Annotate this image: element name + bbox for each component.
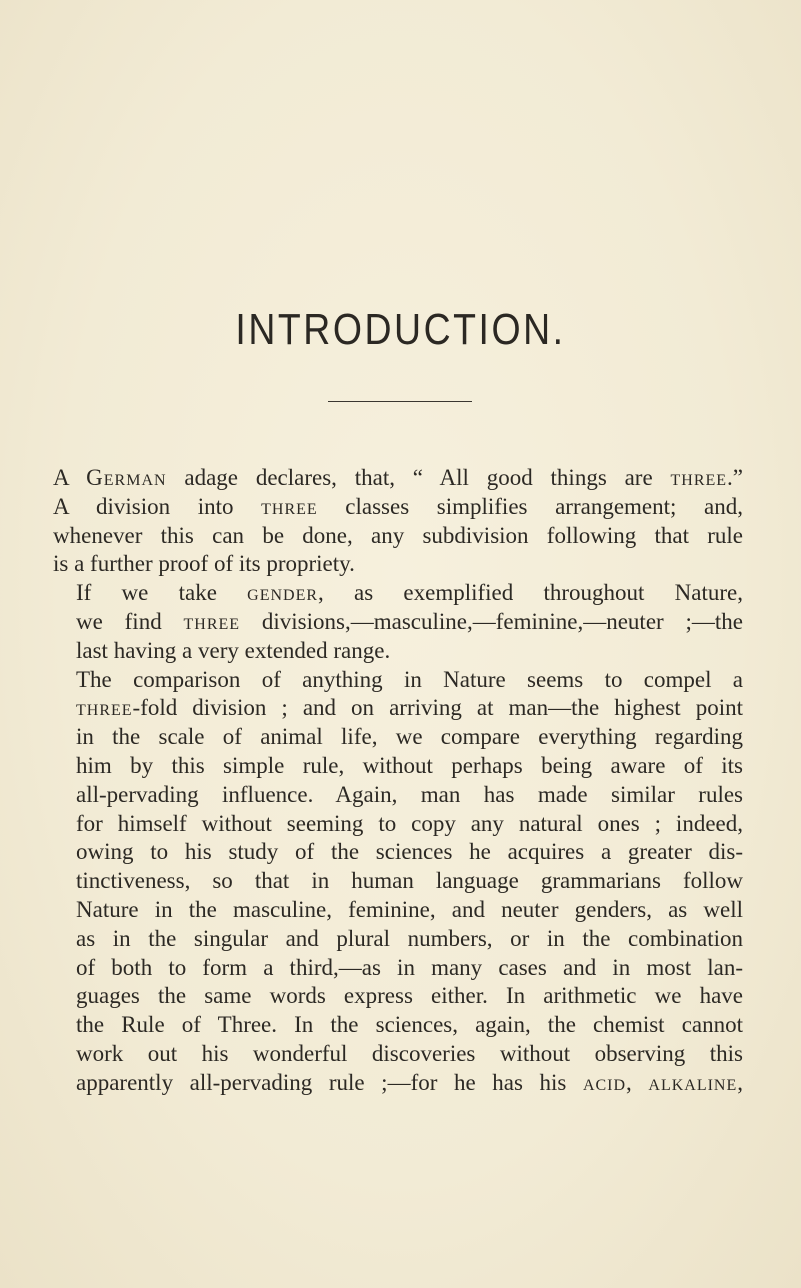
text-line: three-fold division ; and on arriving at man—the highest point [76, 695, 743, 721]
body-text [53, 464, 743, 1098]
text-line: apparently all-pervading rule ;—for he has his acid, alkaline, [76, 1069, 744, 1095]
text-line: is a further proof of its propriety. [53, 551, 355, 577]
paragraph [53, 464, 743, 579]
text-line: A German adage declares, that, “ All good things are three.” [53, 465, 743, 490]
text-line: If we take gender, as exemplified throughout Nature, [76, 580, 743, 606]
text-line: we find three divisions,—masculine,—feminine,—neuter ;—the [76, 608, 743, 634]
text-line: guages the same words express either. In arithmetic we have [76, 983, 743, 1009]
text-line: him by this simple rule, without perhaps being aware of its [76, 752, 743, 778]
text-line: last having a very extended range. [76, 637, 391, 663]
text-line: for himself without seeming to copy any natural ones ; indeed, [76, 810, 743, 836]
chapter-heading: INTRODUCTION. [235, 305, 566, 354]
text-line: in the scale of animal life, we compare everything regarding [76, 724, 743, 750]
text-line: tinctiveness, so that in human language grammarians follow [76, 868, 743, 894]
text-line: whenever this can be done, any subdivision following that rule [53, 522, 743, 548]
text-line: Nature in the masculine, feminine, and neuter genders, as well [76, 896, 743, 922]
text-line: The comparison of anything in Nature seems to compel a [76, 666, 743, 692]
heading-rule [328, 401, 472, 402]
text-line: all-pervading influence. Again, man has made similar rules [76, 781, 743, 807]
paragraph [53, 666, 743, 1098]
text-line: as in the singular and plural numbers, or in the combination [76, 925, 743, 951]
text-line: of both to form a third,—as in many cases and in most lan- [76, 954, 743, 980]
text-line: A division into three classes simplifies arrangement; and, [53, 493, 743, 519]
text-line: owing to his study of the sciences he acquires a greater dis- [76, 839, 743, 865]
paragraph [53, 579, 743, 665]
text-line: the Rule of Three. In the sciences, again, the chemist cannot [76, 1012, 743, 1038]
text-line: work out his wonderful discoveries without observing this [76, 1040, 743, 1066]
